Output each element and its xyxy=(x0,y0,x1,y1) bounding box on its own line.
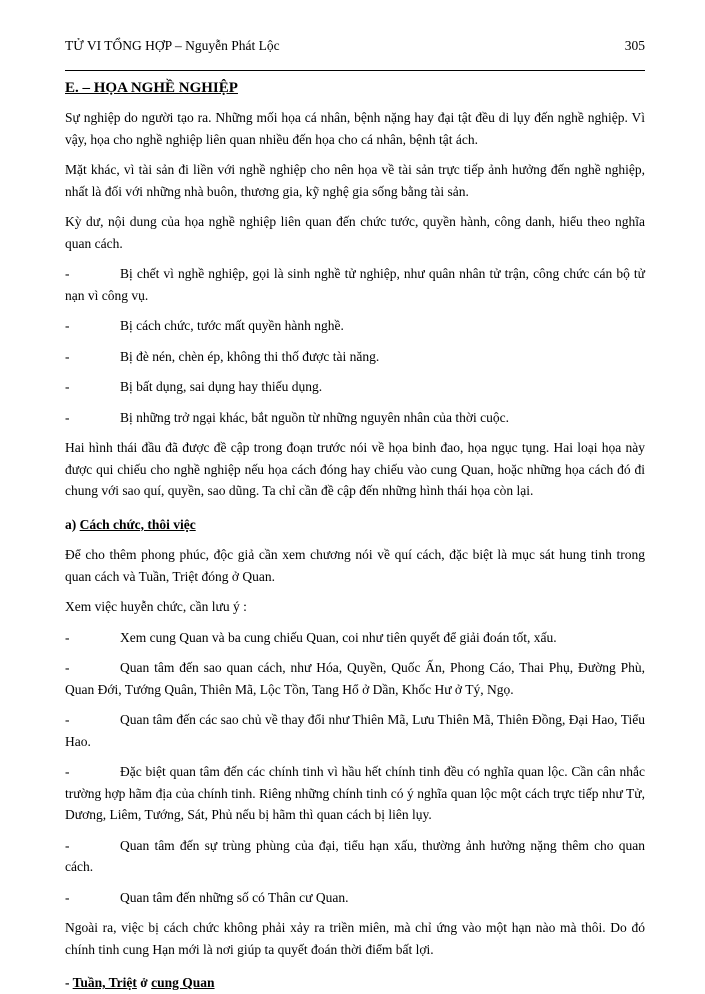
list-item-text: Quan tâm đến các sao chủ về thay đổi như Thiên Mã, Lưu Thiên Mã, Thiên Đồng, Đại Hao, Tiểu Hao. xyxy=(65,712,645,749)
paragraph: Xem việc huyễn chức, cần lưu ý : xyxy=(65,599,247,614)
section-heading: E. – HỌA NGHỀ NGHIỆP xyxy=(65,80,238,96)
list-item-text: Đặc biệt quan tâm đến các chính tinh vì hầu hết chính tinh đều có nghĩa quan lộc. Cần cân nhắc trường hợp hãm địa của chính tinh. Riêng những chính tinh có ý nghĩa quan lộc một cách trực tiếp như Tử, Dương, Liêm, Tướng, Sát, Phủ nếu bị hãm thì quan cách bị liên lụy. xyxy=(65,764,645,822)
list-item xyxy=(65,887,645,909)
subsection-a-heading xyxy=(65,514,645,536)
list-item xyxy=(65,407,645,429)
list-item xyxy=(65,346,645,368)
subsection-a-title: Cách chức, thôi việc xyxy=(79,516,196,532)
subsection-b-heading xyxy=(65,972,645,994)
list-dash: - xyxy=(65,409,70,425)
subsection-b-title-1: Tuần, Triệt xyxy=(72,975,137,990)
list-item-text: Bị cách chức, tước mất quyền hành nghề. xyxy=(120,318,344,333)
list-dash: - xyxy=(65,889,70,905)
list-dash: - xyxy=(65,712,70,727)
list-item-text: Bị bất dụng, sai dụng hay thiếu dụng. xyxy=(120,379,323,394)
list-item-text: Bị chết vì nghề nghiệp, gọi là sinh nghề tử nghiệp, như quân nhân tử trận, công chức cán bộ tử nạn vì công vụ. xyxy=(65,266,645,303)
paragraph: Mặt khác, vì tài sản đi liền với nghề nghiệp cho nên họa về tài sản trực tiếp ảnh hưởng đến nghề nghiệp, nhất là đối với những nhà buôn, thương gia, kỹ nghệ gia sống bằng tài sản. xyxy=(65,162,645,199)
paragraph: Để cho thêm phong phúc, độc giả cần xem chương nói về quí cách, đặc biệt là mục sát hung tinh trong quan cách và Tuần, Triệt đóng ở Quan. xyxy=(65,547,645,584)
list-item-text: Quan tâm đến sao quan cách, như Hóa, Quyền, Quốc Ấn, Phong Cáo, Thai Phụ, Đường Phù, Quan Đới, Tướng Quân, Thiên Mã, Lộc Tồn, Tang Hổ ở Dần, Khốc Hư ở Tý, Ngọ. xyxy=(65,660,645,697)
paragraph: Kỳ dư, nội dung của họa nghề nghiệp liên quan đến chức tước, quyền hành, công danh, hiểu theo nghĩa quan cách. xyxy=(65,214,645,251)
list-item-text: Bị đè nén, chèn ép, không thi thố được tài năng. xyxy=(120,348,380,364)
list-dash: - xyxy=(65,318,70,333)
list-dash: - xyxy=(65,348,70,364)
list-item xyxy=(65,263,645,306)
list-item xyxy=(65,376,645,398)
list-dash: - xyxy=(65,764,70,779)
list-item-text: Bị những trở ngại khác, bắt nguồn từ những nguyên nhân của thời cuộc. xyxy=(120,409,510,425)
list-dash: - xyxy=(65,837,70,853)
subsection-b-dash: - xyxy=(65,975,73,990)
list-dash: - xyxy=(65,379,70,394)
list-item xyxy=(65,709,645,752)
subsection-a-label: a) xyxy=(65,516,77,532)
list-item-text: Xem cung Quan và ba cung chiếu Quan, coi như tiên quyết để giải đoán tốt, xấu. xyxy=(120,629,557,645)
subsection-b-middle: ở xyxy=(136,975,152,990)
paragraph: Ngoài ra, việc bị cách chức không phải xảy ra triền miên, mà chỉ ứng vào một hạn nào mà thôi. Do đó chính tinh cung Hạn mới là nơi giúp ta quyết đoán thời điểm bất lợi. xyxy=(65,920,645,957)
list-item xyxy=(65,315,645,337)
paragraph: Sự nghiệp do người tạo ra. Những mối họa cá nhân, bệnh nặng hay đại tật đều di lụy đến nghề nghiệp. Vì vậy, họa cho nghề nghiệp liên quan nhiều đến họa cho cá nhân, bệnh tật ách. xyxy=(65,110,645,147)
list-item xyxy=(65,835,645,878)
running-header xyxy=(65,38,645,54)
list-dash: - xyxy=(65,266,70,281)
list-item xyxy=(65,627,645,649)
header-rule xyxy=(65,70,645,71)
list-item xyxy=(65,761,645,826)
list-dash: - xyxy=(65,629,70,645)
list-dash: - xyxy=(65,660,70,675)
paragraph: Hai hình thái đầu đã được đề cập trong đoạn trước nói về họa binh đao, họa ngục tụng. Hai loại họa này được qui chiếu cho nghề nghiệp nếu họa cách đóng hay chiếu vào cung Quan, hoặc những họa cách đó đi chung với sao quí, quyền, sao dũng. Ta chỉ cần đề cập đến những hình thái họa còn lại. xyxy=(65,440,645,498)
book-title: TỬ VI TỔNG HỢP – Nguyễn Phát Lộc xyxy=(65,38,280,53)
list-item-text: Quan tâm đến những số có Thân cư Quan. xyxy=(120,889,349,905)
list-item-text: Quan tâm đến sự trùng phùng của đại, tiểu hạn xấu, thường ảnh hưởng nặng thêm cho quan cách. xyxy=(65,837,645,874)
subsection-b-title-2: cung Quan xyxy=(151,975,215,990)
page-number: 305 xyxy=(624,38,645,53)
list-item xyxy=(65,657,645,700)
